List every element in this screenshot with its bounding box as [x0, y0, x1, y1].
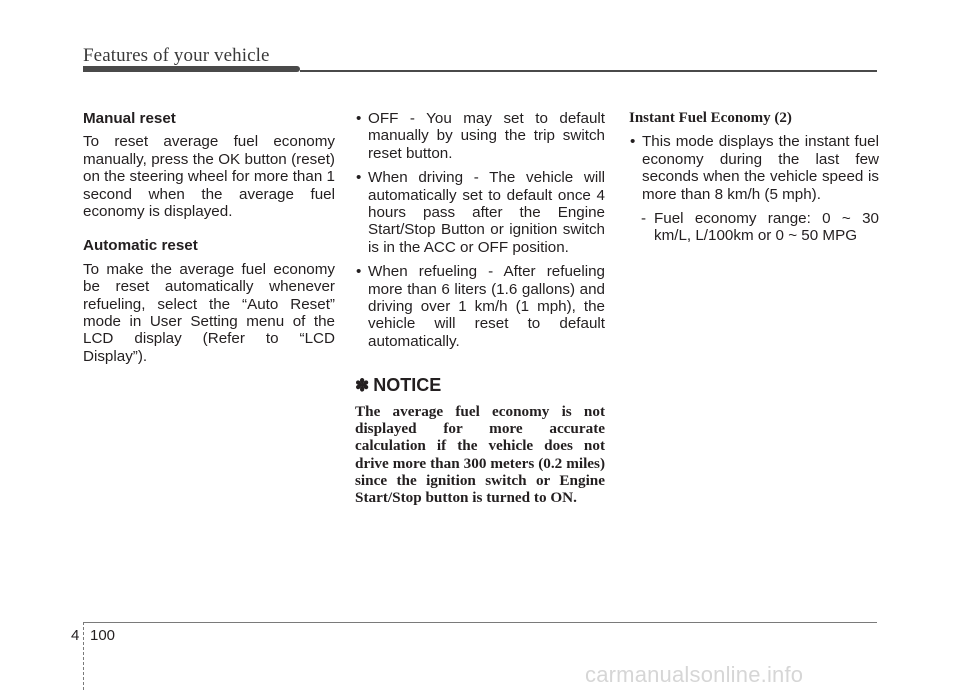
column-3	[629, 110, 879, 245]
list-item	[355, 263, 605, 350]
column-1	[83, 110, 335, 382]
automatic-reset-heading: Automatic reset	[83, 237, 198, 255]
footer-divider	[83, 622, 84, 690]
page-number: 100	[90, 627, 116, 644]
dash-icon: -	[641, 210, 647, 228]
chapter-number: 4	[71, 627, 80, 644]
fuel-range-item	[629, 210, 879, 245]
list-item	[355, 110, 605, 162]
instant-fuel-economy-heading: Instant Fuel Economy (2)	[629, 110, 792, 126]
watermark: carmanualsonline.info	[585, 662, 804, 687]
header-rule-thin	[300, 70, 877, 72]
notice-title: NOTICE	[373, 375, 442, 396]
list-item-text: OFF - You may set to default manually by using the trip switch reset button.	[368, 110, 605, 162]
footer-rule	[83, 622, 877, 623]
bullet-icon: •	[356, 263, 362, 281]
list-item-text: This mode displays the instant fuel economy during the last few seconds when the vehicle speed is more than 8 km/h (5 mph).	[642, 133, 879, 203]
notice-heading	[355, 377, 605, 394]
list-item	[629, 133, 879, 203]
fuel-range-text: Fuel economy range: 0 ~ 30 km/L, L/100km or 0 ~ 50 MPG	[654, 210, 879, 245]
instant-fuel-list	[629, 133, 879, 203]
notice-star-icon: ✽	[355, 376, 370, 396]
list-item-text: When refueling - After refueling more than 6 liters (1.6 gallons) and driving over 1 km/h (1 mph), the vehicle will reset to default automatically.	[368, 263, 605, 350]
column-2	[355, 110, 605, 506]
header-rule-thick	[83, 66, 300, 72]
list-item	[355, 169, 605, 256]
bullet-icon: •	[356, 169, 362, 187]
page-header-title: Features of your vehicle	[83, 45, 270, 66]
bullet-icon: •	[356, 110, 362, 127]
notice-text: The average fuel economy is not displayed for more accurate calculation if the vehicle does not drive more than 300 meters (0.2 miles) since the ignition switch or Engine Start/Stop button is turned to ON.	[355, 402, 605, 507]
manual-reset-heading: Manual reset	[83, 110, 176, 127]
bullet-icon: •	[630, 133, 636, 151]
automatic-reset-text: To make the average fuel economy be reset automatically whenever refueling, select the “Auto Reset” mode in User Setting menu of the LCD display (Refer to “LCD Display”).	[83, 260, 335, 365]
list-item-text: When driving - The vehicle will automatically set to default once 4 hours pass after the Engine Start/Stop Button or ignition switch is in the ACC or OFF position.	[368, 169, 605, 256]
reset-conditions-list	[355, 110, 605, 350]
manual-reset-text: To reset average fuel economy manually, press the OK button (reset) on the steering wheel for more than 1 second when the average fuel economy is displayed.	[83, 133, 335, 221]
